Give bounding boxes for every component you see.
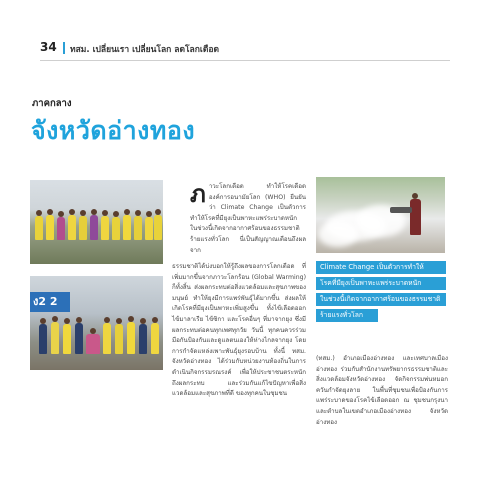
article-column-1: ธรรมชาติได้บ่งบอกให้รู้ถึงผลของการโลกเดือด ที่เพิ่มมากขึ้นจากภาวะโลกร้อน (Global Warming) ก็ทั้งสิ้น ส่งผลกระทบต่อสิ่งแวดล้อมและสุขภาพของมนุษย์ ทำให้ยุงมีการแพร่พันธุ์ได้มากขึ้น ส่งผลให้เกิดโรคที่มียุงเป็นพาหะเพิ่มสูงขึ้น ทั้งไข้เลือดออก ไข้มาลาเรีย ไข้ซิกา และโรคอื่นๆ ที่มาจากยุง ซึ่งมีผลกระทบต่อคนทุกเพศทุกวัย วันนี้ ทุกคนควรร่วมมือกันป้องกันและดูแลตนเองให้ห่างไกลจากยุง โดยการกำจัดแหล่งเพาะพันธุ์ยุงรอบบ้าน ทั้งนี้ ทสม. จังหวัดอ่างทอง ได้ร่วมกับหน่วยงานท้องถิ่นในการดำเนินกิจกรรมรณรงค์ เพื่อให้ประชาชนตระหนักถึงผลกระทบ และร่วมกันแก้ไขปัญหาเพื่อสิ่งแวดล้อมและสุขภาพที่ดี ของทุกคนในชุมชน xyxy=(172,263,306,398)
article-intro xyxy=(190,179,306,256)
article-column-2: (ทสม.) อำเภอเมืองอ่างทอง และเทศบาลเมืองอ่างทอง ร่วมกับสำนักงานทรัพยากรธรรมชาติและสิ่งแวดล้อมจังหวัดอ่างทอง จัดกิจกรรมพ่นหมอกควันกำจัดยุงลาย ในพื้นที่ชุมชนเพื่อป้องกันการแพร่ระบาดของโรคไข้เลือดออก ณ ชุมชนกรุงนา และตำบลในเขตอำเภอเมืองอ่างทอง จังหวัดอ่างทอง xyxy=(316,355,448,426)
event-banner-sign: ง2 2 xyxy=(30,292,70,312)
header-divider xyxy=(40,60,450,61)
callout-line-3: ในช่วงนี้เกิดจากอากาศร้อนของธรรมชาติ xyxy=(316,293,446,306)
region-label: ภาคกลาง xyxy=(32,98,72,109)
page-number: 34 xyxy=(40,40,57,54)
callout-line-2: โรคที่มียุงเป็นพาหะแพร่ระบาดหนัก xyxy=(316,277,446,290)
header-title: ทสม. เปลี่ยนเรา เปลี่ยนโลก ลดโลกเดือด xyxy=(70,45,219,55)
dropcap-letter: ภ xyxy=(190,179,206,208)
header-accent-bar xyxy=(63,42,65,54)
callout-line-4: ร้ายแรงทั่วโลก xyxy=(316,309,378,322)
event-banner-photo xyxy=(30,276,163,370)
page-header xyxy=(40,40,450,56)
article-intro-text: าวะโลกเดือด ทำให้โรคเดือด องค์การอนามัยโลก (WHO) ยืนยันว่า Climate Change เป็นตัวการทำให้โรคที่มียุงเป็นพาหะแพร่ระบาดหนัก ในช่วงนี้เกิดจากอากาศร้อนของธรรมชาติ ร้ายแรงทั่วโลก นี่เป็นสัญญาณเตือนถึงผลจาก xyxy=(190,183,306,254)
fogging-photo xyxy=(316,177,445,253)
volunteers-group-photo xyxy=(30,180,163,264)
province-title: จังหวัดอ่างทอง xyxy=(31,116,196,145)
callout-line-1: Climate Change เป็นตัวการทำให้ xyxy=(316,261,446,274)
